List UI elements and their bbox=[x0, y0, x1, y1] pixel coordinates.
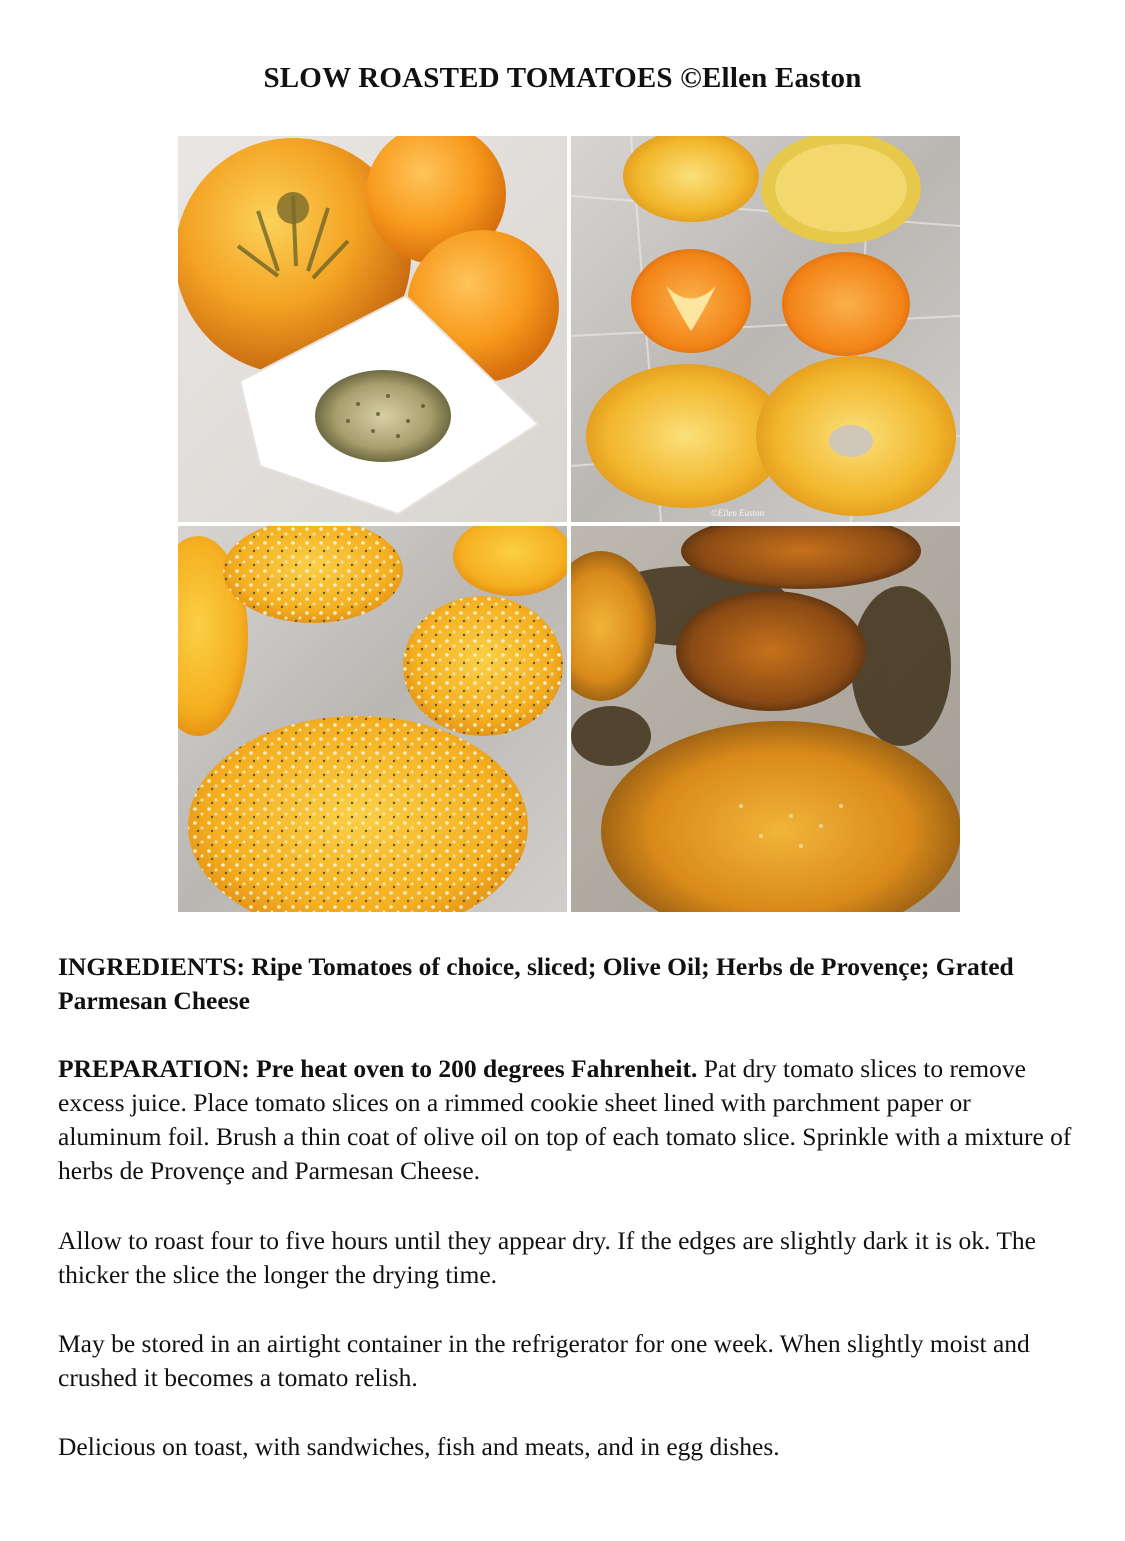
preparation-text: Pat dry tomato slices to remove excess juice. Place tomato slices on a rimmed cookie sheet lined with parchment paper or aluminum foil. Brush a thin coat of olive oil on top of each tomato slice. Sprinkle with a mixture of herbs de Provençe and Parmesan Cheese. bbox=[58, 1054, 1072, 1185]
roasting-paragraph: Allow to roast four to five hours until they appear dry. If the edges are slightly dark it is ok. The thicker the slice the longer the drying time. bbox=[58, 1226, 1036, 1289]
storage-paragraph: May be stored in an airtight container in the refrigerator for one week. When slightly moist and crushed it becomes a tomato relish. bbox=[58, 1329, 1030, 1392]
photo-sliced-tomatoes bbox=[571, 136, 960, 522]
preparation-bold-text: Pre heat oven to 200 degrees Fahrenheit. bbox=[249, 1054, 698, 1083]
preparation-label: PREPARATION: bbox=[58, 1054, 250, 1083]
preparation-paragraph bbox=[58, 1052, 1078, 1188]
ingredients-text: Ripe Tomatoes of choice, sliced; Olive Oil; Herbs de Provençe; Grated Parmesan Cheese bbox=[58, 952, 1014, 1015]
watermark: ©Ellen Easton bbox=[711, 508, 765, 518]
ingredients-paragraph bbox=[58, 950, 1078, 1018]
photo-whole-tomatoes bbox=[178, 136, 567, 522]
photo-collage bbox=[178, 136, 960, 912]
photo-seasoned-slices bbox=[178, 526, 567, 912]
photo-roasted-slices bbox=[571, 526, 960, 912]
recipe-title: SLOW ROASTED TOMATOES ©Ellen Easton bbox=[263, 62, 862, 94]
ingredients-label: INGREDIENTS: bbox=[58, 952, 246, 981]
serving-paragraph: Delicious on toast, with sandwiches, fish and meats, and in egg dishes. bbox=[58, 1432, 780, 1461]
